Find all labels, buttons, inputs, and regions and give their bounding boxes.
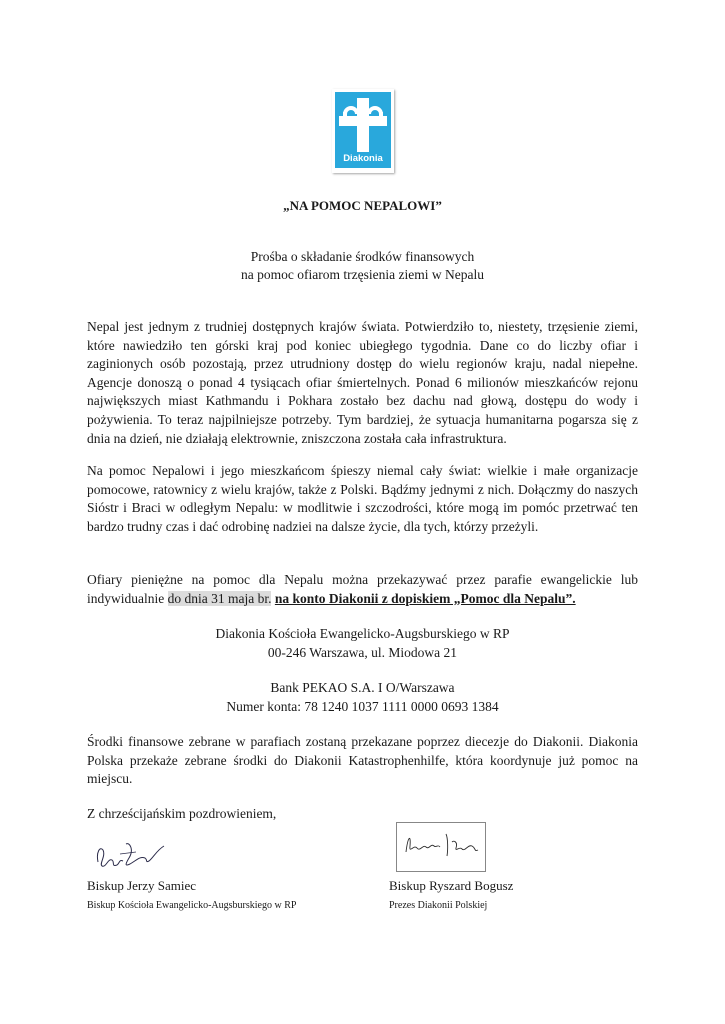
paragraph-donation-info — [87, 571, 638, 608]
subtitle-line-1: Prośba o składanie środków finansowych — [250, 249, 475, 264]
signature-right-role: Prezes Diakonii Polskiej — [389, 900, 488, 911]
signature-left-role: Biskup Kościoła Ewangelicko-Augsburskiego w RP — [87, 900, 297, 911]
logo-text: Diakonia — [343, 153, 383, 164]
signature-right-image — [396, 822, 486, 872]
paragraph-transfer: Środki finansowe zebrane w parafiach zostaną przekazane poprzez diecezje do Diakonii. Diakonia Polska przekaże zebrane środki do Diakonii Katastrophenhilfe, która koordynuje już pomoc na miejscu. — [87, 734, 638, 787]
account-number: Numer konta: 78 1240 1037 1111 0000 0693 1384 — [226, 699, 499, 714]
closing-greeting: Z chrześcijańskim pozdrowieniem, — [87, 806, 277, 821]
signature-left-name: Biskup Jerzy Samiec — [87, 878, 197, 893]
paragraph-appeal: Na pomoc Nepalowi i jego mieszkańcom śpieszy niemal cały świat: wielkie i małe organizacje pomocowe, ratownicy z wielu krajów, także z Polski. Bądźmy jednymi z nich. Dołączmy do naszych Sióstr i Braci w odległym Nepalu: w modlitwie i szczodrości, które mogą im pomóc przetrwać ten bardzo trudny czas i dać odrobinę nadziei na dalsze życie, dla tych, którzy przeżyli. — [87, 463, 638, 534]
bank-name: Bank PEKAO S.A. I O/Warszawa — [270, 680, 455, 695]
deadline-highlight: do dnia 31 maja br. — [167, 590, 272, 606]
address-block — [0, 624, 725, 662]
diakonia-logo — [332, 89, 394, 173]
subtitle-line-2: na pomoc ofiarom trzęsienia ziemi w Nepalu — [241, 267, 484, 282]
bank-block — [0, 678, 725, 716]
diakonia-cross-icon — [335, 92, 391, 152]
signature-right-name: Biskup Ryszard Bogusz — [389, 878, 514, 893]
paragraph-situation: Nepal jest jednym z trudniej dostępnych krajów świata. Potwierdziło to, niestety, trzęsienie ziemi, które nawiedziło ten górski kraj pod koniec ubiegłego tygodnia. Dane co do liczby ofiar i zaginionych osób pozostają, przez utrudniony dostęp do wielu regionów kraju, nadal niepełne. Agencje donoszą o ponad 4 tysiącach ofiar śmiertelnych. Ponad 6 milionów mieszkańców rejonu największych miast Kathmandu i Pokhara zostało bez dachu nad głową, dostępu do wody i pożywienia. To teraz najpilniejsze potrzeby. Tym bardziej, że sytuacja humanitarna pogarsza się z dnia na dzień, nie działają elektrownie, zniszczona została cała infrastruktura. — [87, 319, 638, 446]
subtitle — [0, 248, 725, 284]
page-title: „NA POMOC NEPALOWI” — [283, 198, 442, 213]
signature-left-image — [90, 836, 170, 872]
donation-info-text: Ofiary pieniężne na pomoc dla Nepalu można przekazywać przez parafie ewangelickie lub indywidualnie — [87, 572, 638, 606]
address-line-2: 00-246 Warszawa, ul. Miodowa 21 — [267, 645, 458, 660]
account-note-bold: na konto Diakonii z dopiskiem „Pomoc dla Nepalu”. — [274, 590, 576, 606]
address-line-1: Diakonia Kościoła Ewangelicko-Augsburskiego w RP — [215, 626, 510, 641]
logo-background — [335, 92, 391, 168]
